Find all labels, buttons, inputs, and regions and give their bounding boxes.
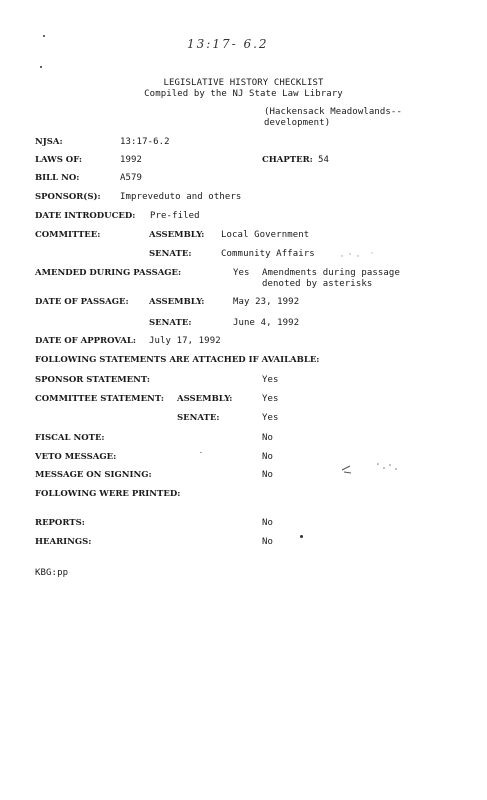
njsa-value: 13:17-6.2 [120, 137, 170, 147]
scan-speck [40, 66, 42, 68]
committee-senate-value: Community Affairs [221, 249, 315, 259]
date-of-approval-label: DATE OF APPROVAL: [35, 336, 137, 346]
reports-label: REPORTS: [35, 518, 85, 528]
preparer-initials: KBG:pp [35, 568, 69, 578]
sponsor-statement-value: Yes [262, 375, 279, 385]
bill-no-value: A579 [120, 173, 143, 183]
committee-statement-senate-value: Yes [262, 413, 279, 423]
document-subtitle: Compiled by the NJ State Law Library [144, 89, 343, 99]
laws-of-value: 1992 [120, 155, 143, 165]
fiscal-note-value: No [262, 433, 274, 443]
message-on-signing-label: MESSAGE ON SIGNING: [35, 470, 152, 480]
passage-senate-value: June 4, 1992 [233, 318, 300, 328]
committee-assembly-value: Local Government [221, 230, 310, 240]
passage-assembly-value: May 23, 1992 [233, 297, 300, 307]
committee-senate-label: SENATE: [149, 249, 192, 259]
hearings-value: No [262, 537, 274, 547]
amended-note-line1: Amendments during passage [262, 268, 400, 278]
subject-note-line1: (Hackensack Meadowlands-- [264, 107, 402, 117]
passage-senate-label: SENATE: [149, 318, 192, 328]
committee-statement-assembly-value: Yes [262, 394, 279, 404]
date-introduced-label: DATE INTRODUCED: [35, 211, 136, 221]
bill-no-label: BILL NO: [35, 173, 80, 183]
njsa-label: NJSA: [35, 137, 63, 147]
hearings-label: HEARINGS: [35, 537, 92, 547]
statements-heading: FOLLOWING STATEMENTS ARE ATTACHED IF AVAILABLE: [35, 355, 320, 365]
scan-smudge [338, 456, 404, 478]
message-on-signing-value: No [262, 470, 274, 480]
printed-heading: FOLLOWING WERE PRINTED: [35, 489, 181, 499]
subject-note-line2: development) [264, 118, 331, 128]
date-introduced-value: Pre-filed [150, 211, 200, 221]
scan-smudge [336, 250, 386, 260]
chapter-label: CHAPTER: [262, 155, 313, 165]
reports-value: No [262, 518, 274, 528]
passage-assembly-label: ASSEMBLY: [149, 297, 205, 307]
scan-speck [43, 35, 45, 37]
committee-statement-senate-label: SENATE: [177, 413, 220, 423]
veto-message-label: VETO MESSAGE: [35, 452, 117, 462]
amended-note-line2: denoted by asterisks [262, 279, 373, 289]
amended-label: AMENDED DURING PASSAGE: [35, 268, 182, 278]
chapter-value: 54 [318, 155, 330, 165]
scan-speck [200, 452, 202, 453]
amended-value: Yes [233, 268, 250, 278]
committee-statement-label: COMMITTEE STATEMENT: [35, 394, 164, 404]
laws-of-label: LAWS OF: [35, 155, 83, 165]
date-of-approval-value: July 17, 1992 [149, 336, 221, 346]
committee-statement-assembly-label: ASSEMBLY: [177, 394, 233, 404]
committee-label: COMMITTEE: [35, 230, 101, 240]
sponsors-label: SPONSOR(S): [35, 192, 101, 202]
veto-message-value: No [262, 452, 274, 462]
handwritten-statute-number: 13:17- 6.2 [187, 37, 269, 51]
committee-assembly-label: ASSEMBLY: [149, 230, 205, 240]
document-title: LEGISLATIVE HISTORY CHECKLIST [163, 78, 324, 88]
scan-speck [300, 535, 303, 538]
sponsor-statement-label: SPONSOR STATEMENT: [35, 375, 151, 385]
date-of-passage-label: DATE OF PASSAGE: [35, 297, 129, 307]
sponsors-value: Impreveduto and others [120, 192, 242, 202]
fiscal-note-label: FISCAL NOTE: [35, 433, 105, 443]
